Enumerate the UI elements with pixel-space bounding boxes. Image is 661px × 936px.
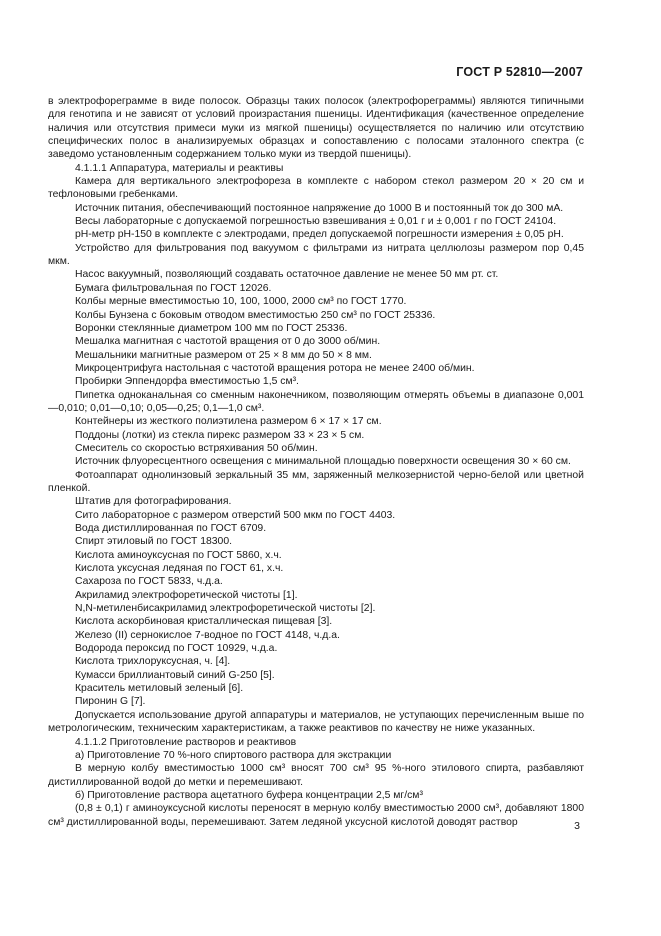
paragraph: Сахароза по ГОСТ 5833, ч.д.а.: [75, 576, 223, 588]
page-number: 3: [574, 820, 580, 832]
paragraph: Бумага фильтровальная по ГОСТ 12026.: [75, 282, 272, 294]
document-body: [48, 95, 584, 829]
paragraph: Вода дистиллированная по ГОСТ 6709.: [75, 523, 267, 534]
paragraph: Фотоаппарат однолинзовый зеркальный 35 мм, заряженный мелкозернистой черно-белой или цветной пленкой.: [48, 469, 584, 494]
paragraph: Контейнеры из жесткого полиэтилена размером 6 × 17 × 17 см.: [75, 416, 382, 428]
paragraph: в электрофореграмме в виде полосок. Образцы таких полосок (электрофореграммы) являются типичными для генотипа и не зависят от условий произрастания пшеницы. Идентификация (качественное определение наличия или отсутствия примеси муки из мягкой пшеницы) осуществляется по наличию или отсутствию специфических полос в анализируемых образцах и сопоставлению с полосами эталонного спектра (с заведомо установленным содержанием только муки из твердой пшеницы).: [48, 96, 584, 161]
paragraph: Пипетка одноканальная со сменным наконечником, позволяющим отмерять объемы в диапазоне 0,001—0,010; 0,01—0,10; 0,05—0,25; 0,1—1,0 см³.: [48, 389, 584, 414]
paragraph: Допускается использование другой аппаратуры и материалов, не уступающих перечисленным выше по метрологическим, техническим характеристикам, а также реактивов по качеству не ниже указанных.: [48, 709, 584, 735]
paragraph: Акриламид электрофоретической чистоты [1].: [75, 589, 298, 601]
paragraph: Колбы мерные вместимостью 10, 100, 1000, 2000 см³ по ГОСТ 1770.: [75, 296, 407, 308]
paragraph: Весы лабораторные с допускаемой погрешностью взвешивания ± 0,01 г и ± 0,001 г по ГОСТ 24104.: [75, 216, 557, 228]
paragraph: Источник флуоресцентного освещения с минимальной площадью поверхности освещения 30 × 60 см.: [75, 456, 571, 468]
paragraph: N,N-метиленбисакриламид электрофоретической чистоты [2].: [75, 603, 376, 615]
paragraph: Водорода пероксид по ГОСТ 10929, ч.д.а.: [75, 643, 278, 655]
paragraph: Спирт этиловый по ГОСТ 18300.: [75, 536, 232, 548]
paragraph: 4.1.1.2 Приготовление растворов и реактивов: [75, 736, 297, 748]
standard-header: ГОСТ Р 52810—2007: [456, 65, 583, 79]
paragraph: Насос вакуумный, позволяющий создавать остаточное давление не менее 50 мм рт. ст.: [75, 269, 499, 281]
paragraph: Колбы Бунзена с боковым отводом вместимостью 250 см³ по ГОСТ 25336.: [75, 309, 436, 321]
paragraph: Краситель метиловый зеленый [6].: [75, 683, 244, 695]
paragraph: Воронки стеклянные диаметром 100 мм по ГОСТ 25336.: [75, 322, 348, 334]
paragraph: Кумасси бриллиантовый синий G-250 [5].: [75, 669, 275, 681]
paragraph: Кислота уксусная ледяная по ГОСТ 61, х.ч.: [75, 563, 284, 575]
paragraph: Мешальники магнитные размером от 25 × 8 мм до 50 × 8 мм.: [75, 349, 372, 361]
paragraph: Камера для вертикального электрофореза в комплекте с набором стекол размером 20 × 20 см и тефлоновыми гребенками.: [48, 176, 584, 201]
paragraph: Смеситель со скоростью встряхивания 50 об/мин.: [75, 442, 318, 454]
paragraph: В мерную колбу вместимостью 1000 см³ вносят 700 см³ 95 %-ного этилового спирта, разбавляют дистиллированной водой до метки и перемешивают.: [48, 763, 584, 788]
paragraph: б) Приготовление раствора ацетатного буфера концентрации 2,5 мг/см³: [75, 789, 423, 801]
paragraph: Мешалка магнитная с частотой вращения от 0 до 3000 об/мин.: [75, 336, 381, 348]
paragraph: Железо (II) сернокислое 7-водное по ГОСТ 4148, ч.д.а.: [75, 629, 340, 641]
paragraph: Штатив для фотографирования.: [75, 496, 232, 508]
paragraph: Микроцентрифуга настольная с частотой вращения ротора не менее 2400 об/мин.: [75, 362, 475, 374]
paragraph: Пиронин G [7].: [75, 696, 146, 708]
paragraph: pH-метр pH-150 в комплекте с электродами, предел допускаемой погрешности измерения ± 0,05 pH.: [75, 229, 564, 241]
paragraph: Кислота аскорбиновая кристаллическая пищевая [3].: [75, 616, 333, 628]
paragraph: Сито лабораторное с размером отверстий 500 мкм по ГОСТ 4403.: [75, 509, 396, 521]
paragraph: (0,8 ± 0,1) г аминоуксусной кислоты переносят в мерную колбу вместимостью 2000 см³, добавляют 1800 см³ дистиллированной воды, перемешивают. Затем ледяной уксусной кислотой доводят раствор: [48, 803, 584, 828]
paragraph: Пробирки Эппендорфа вместимостью 1,5 см³.: [75, 376, 299, 388]
paragraph: Кислота трихлоруксусная, ч. [4].: [75, 656, 231, 668]
paragraph: 4.1.1.1 Аппаратура, материалы и реактивы: [75, 162, 284, 174]
paragraph: Устройство для фильтрования под вакуумом с фильтрами из нитрата целлюлозы размером пор 0,45 мкм.: [48, 242, 584, 268]
paragraph: Кислота аминоуксусная по ГОСТ 5860, х.ч.: [75, 549, 282, 561]
paragraph: Поддоны (лотки) из стекла пирекс размером 33 × 23 × 5 см.: [75, 429, 365, 441]
paragraph: а) Приготовление 70 %-ного спиртового раствора для экстракции: [75, 749, 392, 761]
paragraph: Источник питания, обеспечивающий постоянное напряжение до 1000 В и постоянный ток до 300 мА.: [75, 202, 564, 214]
